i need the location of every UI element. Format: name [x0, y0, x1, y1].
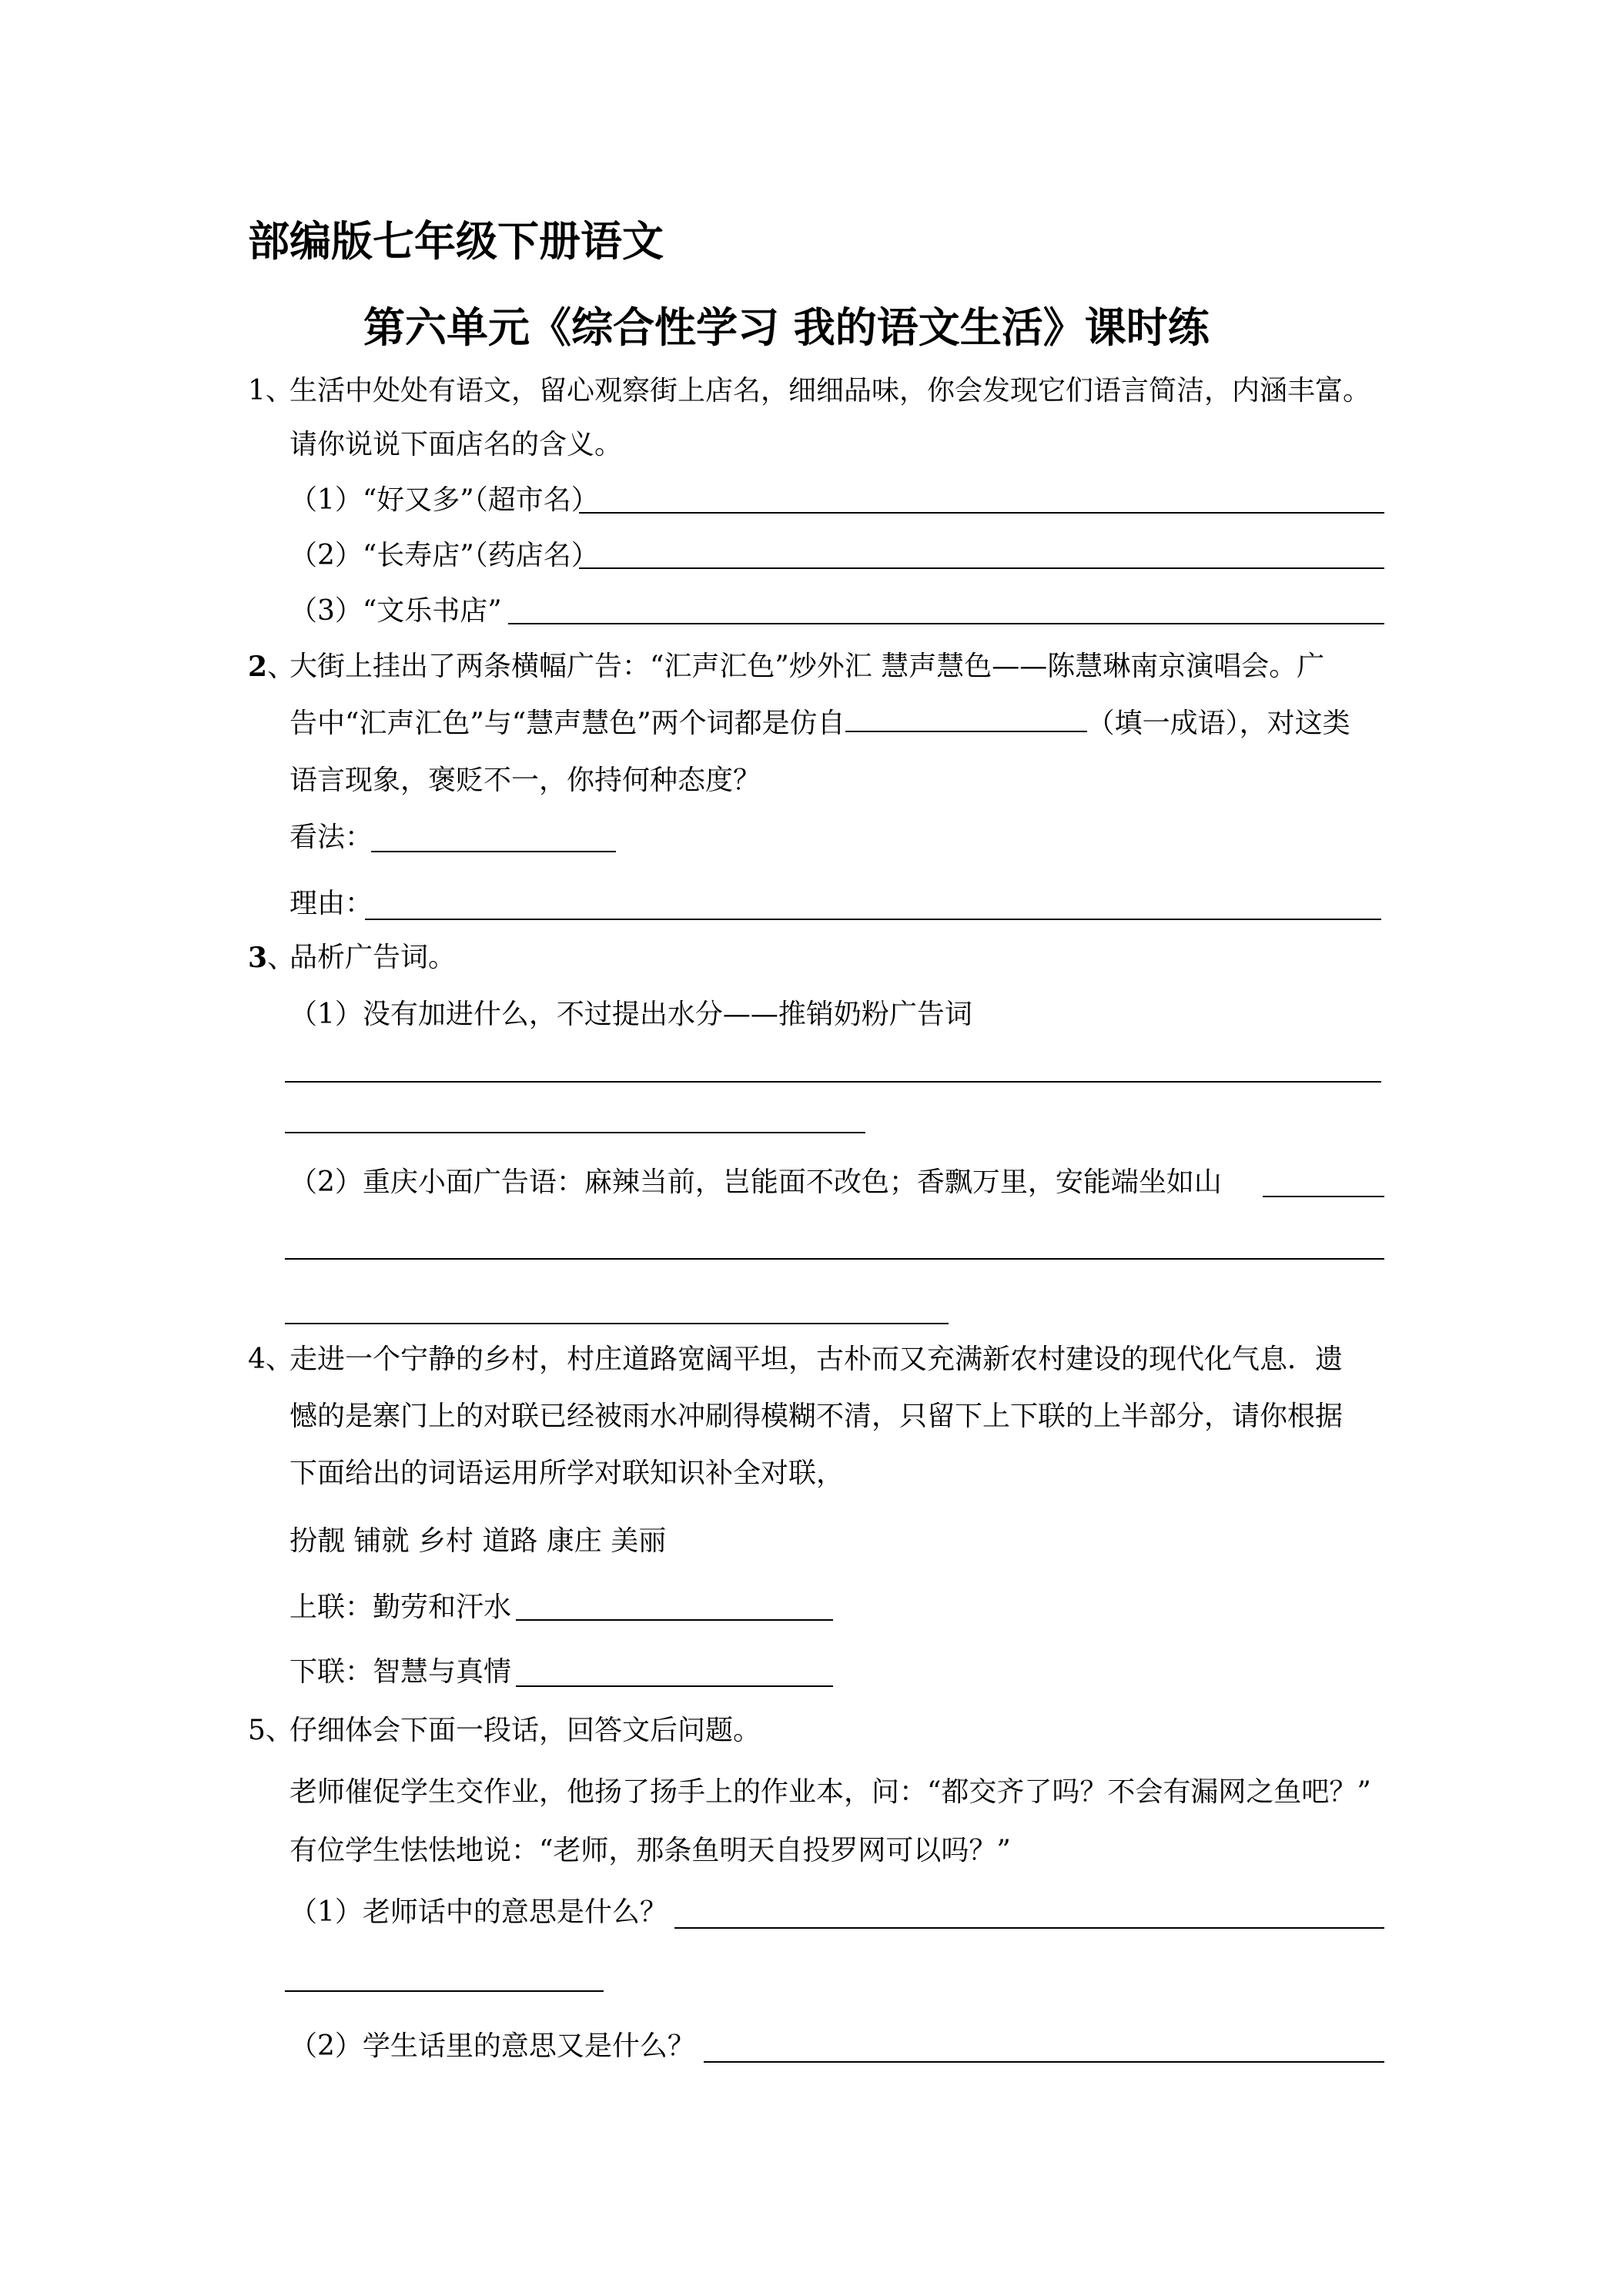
q5-stem: 仔细体会下面一段话，回答文后问题。 [289, 1715, 761, 1746]
q3-item2-answer-line-1[interactable] [285, 1258, 1384, 1260]
q5-item2-answer-line[interactable] [704, 2061, 1384, 2063]
q4-upper-blank[interactable] [516, 1619, 833, 1621]
q5-number: 5、 [248, 1715, 293, 1746]
q2-view-blank[interactable] [371, 851, 616, 852]
q4-lower-couplet: 下联：智慧与真情 [289, 1656, 512, 1688]
q1-item-2: （2）“长寿店”（药店名） [289, 540, 599, 571]
q1-stem-line1: 生活中处处有语文，留心观察街上店名，细细品味，你会发现它们语言简洁，内涵丰富。 [289, 375, 1371, 407]
q3-item-2: （2）重庆小面广告语：麻辣当前，岂能面不改色；香飘万里，安能端坐如山 [289, 1166, 1222, 1198]
q1-answer-line-1[interactable] [579, 512, 1384, 514]
q3-item1-answer-line-1[interactable] [285, 1081, 1381, 1083]
q2-stem-line1: 大街上挂出了两条横幅广告：“汇声汇色”炒外汇 慧声慧色——陈慧琳南京演唱会。广 [289, 651, 1325, 682]
q2-reason-blank[interactable] [365, 919, 1381, 920]
q1-item-3: （3）“文乐书店” [289, 595, 502, 627]
q5-item-2: （2）学生话里的意思又是什么？ [289, 2030, 695, 2062]
q4-word-bank: 扮靓 铺就 乡村 道路 康庄 美丽 [289, 1525, 667, 1557]
q5-passage-line2: 有位学生怯怯地说：“老师，那条鱼明天自投罗网可以吗？” [289, 1835, 1011, 1866]
q1-number: 1、 [248, 375, 293, 407]
q5-item1-answer-line-2[interactable] [285, 1990, 604, 1992]
q4-stem-line1: 走进一个宁静的乡村，村庄道路宽阔平坦，古朴而又充满新农村建设的现代化气息．遗 [289, 1344, 1344, 1375]
document-subtitle: 第六单元《综合性学习 我的语文生活》课时练 [363, 303, 1210, 352]
q2-number: 2、 [248, 651, 296, 683]
q3-stem: 品析广告词。 [289, 942, 457, 973]
q2-idiom-blank[interactable] [845, 708, 1087, 732]
q2-reason-label: 理由： [289, 888, 373, 919]
document-title: 部编版七年级下册语文 [248, 217, 664, 266]
q4-stem-line2: 憾的是寨门上的对联已经被雨水冲刷得模糊不清，只留下上下联的上半部分，请你根据 [289, 1401, 1344, 1432]
q3-item2-inline-blank[interactable] [1263, 1196, 1384, 1197]
q5-item-1: （1）老师话中的意思是什么？ [289, 1896, 668, 1928]
q4-lower-blank[interactable] [516, 1685, 833, 1687]
q4-number: 4、 [248, 1344, 293, 1375]
q1-item-1: （1）“好又多”（超市名） [289, 484, 599, 516]
q3-item-1: （1）没有加进什么，不过提出水分——推销奶粉广告词 [289, 999, 972, 1030]
q4-stem-line3: 下面给出的词语运用所学对联知识补全对联， [289, 1458, 845, 1489]
q1-answer-line-3[interactable] [508, 623, 1384, 624]
q2-stem-line3: 语言现象，褒贬不一，你持何种态度？ [289, 765, 761, 796]
q3-number: 3、 [248, 942, 296, 974]
q2-stem-line2: 告中“汇声汇色”与“慧声慧色”两个词都是仿自 （填一成语），对这类 [289, 708, 1350, 739]
q3-item1-answer-line-2[interactable] [285, 1132, 865, 1133]
q1-stem-line2: 请你说说下面店名的含义。 [289, 429, 623, 460]
q5-passage-line1: 老师催促学生交作业，他扬了扬手上的作业本，问：“都交齐了吗？不会有漏网之鱼吧？” [289, 1776, 1371, 1808]
q2-view-label: 看法： [289, 822, 373, 853]
q3-item2-answer-line-2[interactable] [285, 1323, 949, 1324]
q4-upper-couplet: 上联：勤劳和汗水 [289, 1591, 512, 1623]
q5-item1-answer-line-1[interactable] [674, 1927, 1384, 1929]
q1-answer-line-2[interactable] [579, 567, 1384, 569]
